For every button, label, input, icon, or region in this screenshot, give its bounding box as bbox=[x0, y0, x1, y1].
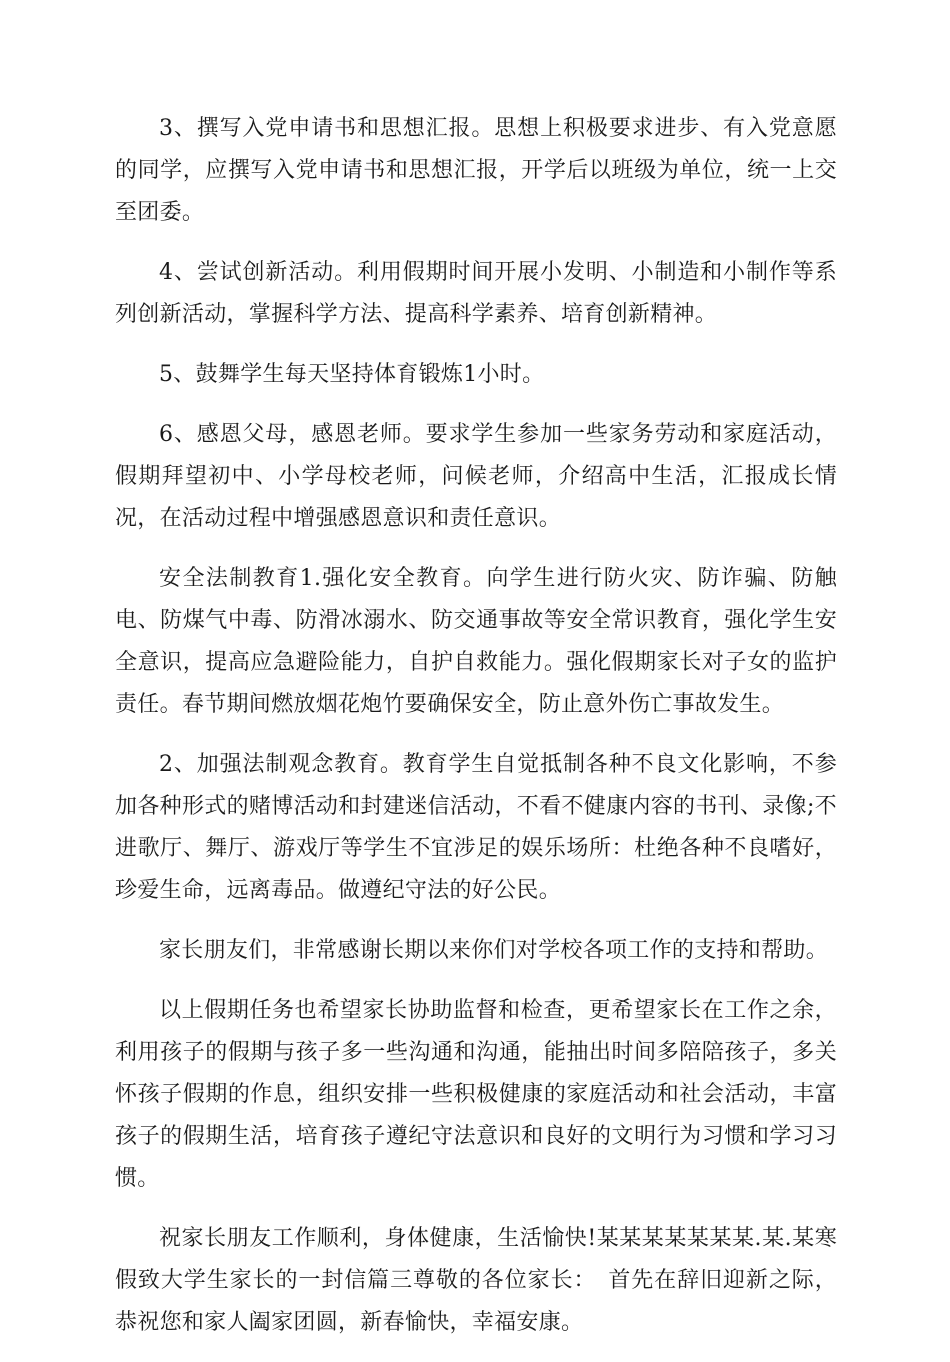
paragraph-item-6: 6、感恩父母，感恩老师。要求学生参加一些家务劳动和家庭活动，假期拜望初中、小学母校老师，问候老师，介绍高中生活，汇报成长情况，在活动过程中增强感恩意识和责任意识。 bbox=[115, 422, 837, 531]
paragraph-legal-education: 2、加强法制观念教育。教育学生自觉抵制各种不良文化影响，不参加各种形式的赌博活动和封建迷信活动，不看不健康内容的书刊、录像;不进歌厅、舞厅、游戏厅等学生不宜涉足的娱乐场所：杜绝各种不良嗜好，珍爱生命，远离毒品。做遵纪守法的好公民。 bbox=[115, 752, 837, 903]
paragraph-parent-supervision: 以上假期任务也希望家长协助监督和检查，更希望家长在工作之余，利用孩子的假期与孩子多一些沟通和沟通，能抽出时间多陪陪孩子，多关怀孩子假期的作息，组织安排一些积极健康的家庭活动和社会活动，丰富孩子的假期生活，培育孩子遵纪守法意识和良好的文明行为习惯和学习习惯。 bbox=[115, 998, 837, 1191]
paragraph-thanks: 家长朋友们，非常感谢长期以来你们对学校各项工作的支持和帮助。 bbox=[159, 938, 829, 963]
paragraph-item-4: 4、尝试创新活动。利用假期时间开展小发明、小制造和小制作等系列创新活动，掌握科学方法、提高科学素养、培育创新精神。 bbox=[115, 260, 837, 327]
paragraph-safety-education: 安全法制教育1.强化安全教育。向学生进行防火灾、防诈骗、防触电、防煤气中毒、防滑冰溺水、防交通事故等安全常识教育，强化学生安全意识，提高应急避险能力，自护自救能力。强化假期家长对子女的监护责任。春节期间燃放烟花炮竹要确保安全，防止意外伤亡事故发生。 bbox=[115, 566, 837, 717]
document-body bbox=[115, 108, 837, 1362]
paragraph-item-3: 3、撰写入党申请书和思想汇报。思想上积极要求进步、有入党意愿的同学，应撰写入党申请书和思想汇报，开学后以班级为单位，统一上交至团委。 bbox=[115, 116, 837, 225]
paragraph-item-5: 5、鼓舞学生每天坚持体育锻炼1小时。 bbox=[159, 362, 545, 387]
paragraph-closing: 祝家长朋友工作顺利，身体健康，生活愉快!某某某某某某某.某.某寒假致大学生家长的一封信篇三尊敬的各位家长： 首先在辞旧迎新之际，恭祝您和家人阖家团圆，新春愉快，幸福安康。 bbox=[115, 1226, 837, 1335]
